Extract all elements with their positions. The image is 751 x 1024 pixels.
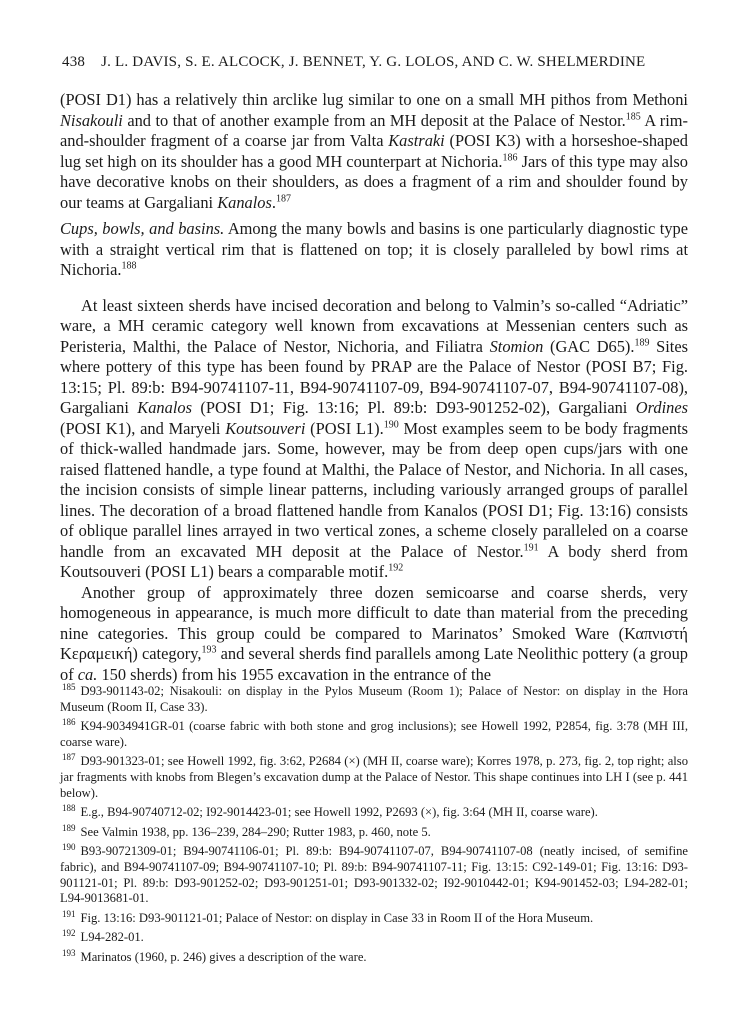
footnote-text: See Valmin 1938, pp. 136–239, 284–290; Rutter 1983, p. 460, note 5.: [80, 824, 431, 839]
paragraph-smoked-ware: [60, 583, 688, 686]
site-name: Stomion: [489, 336, 544, 356]
text-run: (POSI D1; Fig. 13:16; Pl. 89:b: D93-901252-02), Gargaliani: [191, 398, 636, 417]
footnote: [60, 908, 688, 927]
footnote-ref[interactable]: 190: [383, 419, 399, 431]
footnote: [60, 930, 688, 946]
site-name: Kastraki: [388, 131, 445, 150]
footnote-text: Fig. 13:16: D93-901121-01; Palace of Nestor: on display in Case 33 in Room II of the Hora Museum.: [80, 910, 594, 925]
footnote: [60, 822, 688, 841]
footnote-ref[interactable]: 188: [121, 260, 137, 272]
text-run: Jars of this type may also have decorative knobs on their shoulders, as does a fragment of a rim and shoulder found by our teams at Gargaliani: [60, 151, 688, 212]
text-run: Among the many bowls and basins is one particularly diagnostic type with a straight vertical rim that is flattened on top; it is closely paralleled by bowl rims at Nichoria.: [60, 219, 688, 279]
footnote-text: Marinatos (1960, p. 246) gives a description of the ware.: [80, 949, 367, 964]
footnote: [60, 681, 688, 715]
footnote: [60, 802, 688, 821]
footnote-number: 192: [62, 928, 76, 939]
site-name: Kanalos: [217, 192, 272, 212]
footnote-ref[interactable]: 186: [502, 152, 518, 164]
footnote-ref[interactable]: 185: [625, 111, 641, 123]
section-heading: Cups, bowls, and basins.: [60, 219, 225, 238]
paragraph-continued: [60, 90, 688, 213]
footnotes: [60, 681, 688, 970]
running-title: J. L. DAVIS, S. E. ALCOCK, J. BENNET, Y. G. LOLOS, AND C. W. SHELMERDINE: [101, 54, 646, 70]
site-name: Koutsouveri: [225, 418, 306, 438]
footnote-number: 187: [62, 752, 76, 763]
footnote: [60, 719, 688, 750]
text-run: (POSI D1) has a relatively thin arclike lug similar to one on a small MH pithos from Methoni: [60, 90, 688, 109]
text-run: Another group of approximately three dozen semicoarse and coarse sherds, very homogeneous in appearance, is much more difficult to date than material from the preceding nine categories. This group could be compared to Marinatos’ Smoked Ware (Καπνιστή Κεραμεική) category,: [60, 582, 688, 663]
footnote-number: 186: [62, 717, 76, 727]
footnote-text: E.g., B94-90740712-02; I92-9014423-01; see Howell 1992, P2693 (×), fig. 3:64 (MH II, coarse ware).: [80, 805, 598, 820]
paragraph-cups-bowls: [60, 219, 688, 281]
site-name: Ordines: [635, 398, 688, 417]
text-run: and several sherds find parallels among Late Neolithic pottery (a group of: [60, 644, 688, 684]
footnote: [60, 844, 688, 906]
footnote-text: D93-901143-02; Nisakouli: on display in the Pylos Museum (Room 1); Palace of Nestor: on display in the Hora Museum (Room II, Case 33).: [60, 684, 688, 714]
footnote-text: K94-9034941GR-01 (coarse fabric with both stone and grog inclusions); see Howell 1992, P2854, fig. 3:78 (MH III, coarse ware).: [60, 719, 688, 749]
text-run: (POSI K1), and Maryeli: [60, 418, 226, 438]
footnote-ref[interactable]: 191: [523, 542, 539, 554]
footnote-text: D93-901323-01; see Howell 1992, fig. 3:62, P2684 (×) (MH II, coarse ware); Korres 1978, p. 273, fig. 2, top right; also jar fragments with knobs from Blegen’s excavation dump at the Palace of Nestor. This shape continues into LH I (see p. 441 below).: [60, 754, 688, 800]
text-run: A body sherd from Koutsouveri (POSI L1) bears a comparable motif.: [60, 541, 689, 581]
footnote: [60, 947, 688, 966]
text-run: (POSI K3) with a horseshoe-shaped lug set high on its shoulder has a good MH counterpart at Nichoria.: [60, 131, 688, 171]
footnote-number: 185: [62, 681, 76, 692]
page-number: 438: [62, 54, 86, 70]
text-run: and to that of another example from an MH deposit at the Palace of Nestor.: [122, 110, 626, 130]
text-run: .: [271, 192, 276, 212]
running-header: [62, 54, 702, 71]
footnote-number: 190: [62, 842, 76, 853]
footnote-number: 191: [62, 908, 76, 919]
main-text: [60, 90, 688, 685]
text-run: (GAC D65).: [543, 336, 635, 356]
footnote-text: L94-282-01.: [80, 930, 144, 945]
text-run: At least sixteen sherds have incised decoration and belong to Valmin’s so-called “Adriatic” ware, a MH ceramic category well known from excavations at Messenian centers such as Peristeria, Malthi, the Palace of Nestor, Nichoria, and Filiatra: [60, 295, 688, 356]
footnote: [60, 754, 688, 801]
site-name: Kanalos: [137, 398, 192, 417]
text-run: A rim-and-shoulder fragment of a coarse jar from Valta: [60, 110, 688, 150]
footnote-number: 193: [62, 947, 76, 958]
paragraph-adriatic-ware: [60, 296, 688, 583]
footnote-ref[interactable]: 187: [275, 193, 291, 205]
footnote-number: 188: [62, 802, 76, 813]
text-run: Most examples seem to be body fragments of thick-walled handmade jars. Some, however, may be from deep open cups/jars with one raised flattened handle, a type found at Malthi, the Palace of Nestor, and Nichoria. In all cases, the incision consists of simple linear patterns, including variously arranged groups of parallel lines. The decoration of a broad flattened handle from Kanalos (POSI D1; Fig. 13:16) consists of oblique parallel lines arrayed in two vertical zones, a scheme closely paralleled on a coarse handle from an excavated MH deposit at the Palace of Nestor.: [60, 418, 688, 561]
footnote-text: B93-90721309-01; B94-90741106-01; Pl. 89:b: B94-90741107-07, B94-90741107-08 (neatly incised, of semifine fabric), and B94-90741107-09; B94-90741107-10; Pl. 89:b: B94-90741107-11; Fig. 13:15: C92-149-01; Fig. 13:16: D93-901121-01; Pl. 89:b: D93-901252-02; D93-901251-01; D93-901332-02; I92-9010442-01; K94-901452-03; L94-282-01; L94-9013681-01.: [60, 844, 688, 906]
text-run: 150 sherds) from his 1955 excavation in the entrance of the: [97, 664, 492, 684]
footnote-number: 189: [62, 822, 76, 833]
footnote-ref[interactable]: 192: [388, 562, 404, 574]
footnote-ref[interactable]: 193: [201, 644, 217, 656]
text-run: Sites where pottery of this type has been found by PRAP are the Palace of Nestor (POSI B7; Fig. 13:15; Pl. 89:b: B94-90741107-11, B94-90741107-09, B94-90741107-07, B94-90741107-08), Gargaliani: [60, 336, 689, 417]
abbreviation: ca.: [77, 664, 98, 684]
site-name: Nisakouli: [60, 110, 123, 130]
footnote-ref[interactable]: 189: [634, 337, 650, 349]
text-run: (POSI L1).: [305, 418, 384, 438]
